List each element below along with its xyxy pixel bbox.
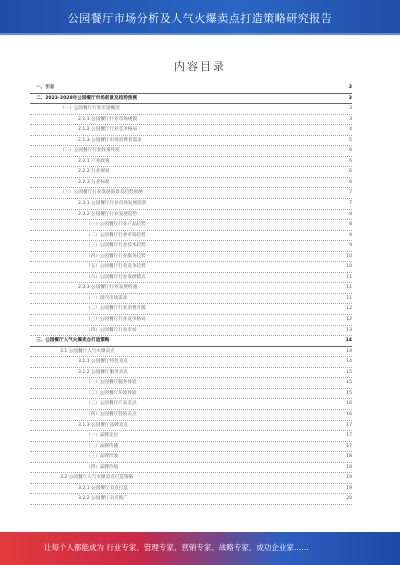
toc-entry-text: （一）国内市场需求 [86, 295, 128, 301]
toc-entry[interactable] [30, 378, 352, 389]
toc-entry[interactable] [30, 94, 352, 105]
toc-entry[interactable] [30, 347, 352, 358]
toc-entry-text: 3.1.2 公园餐厅服务卖点 [78, 369, 128, 375]
toc-entry-page: 3 [348, 85, 352, 90]
table-of-contents [30, 83, 352, 505]
toc-entry-text: （一）公园餐厅行业市场概况 [60, 106, 120, 112]
toc-entry[interactable] [30, 494, 352, 505]
toc-entry-page: 17 [346, 433, 352, 439]
toc-entry-text: 三、公园餐厅人气火爆卖点打造策略 [36, 338, 110, 344]
toc-title: 内容目录 [174, 60, 226, 73]
toc-entry-page: 10 [346, 264, 352, 270]
toc-entry-page: 6 [349, 169, 352, 175]
toc-entry-page: 3 [349, 106, 352, 112]
toc-entry-text: （二）公园餐厅行业政策环境 [60, 148, 120, 154]
toc-entry[interactable] [30, 315, 352, 326]
toc-entry-text: 3.2.2 公园餐厅卖点推广 [78, 496, 128, 502]
report-title: 公园餐厅市场分析及人气火爆卖点打造策略研究报告 [67, 12, 333, 25]
toc-entry[interactable] [30, 210, 352, 221]
toc-entry-page: 20 [346, 496, 352, 502]
toc-entry-page: 8 [349, 222, 352, 228]
toc-entry[interactable] [30, 368, 352, 379]
toc-entry-text: （三）公园餐厅行业技术趋势 [86, 243, 146, 249]
toc-entry[interactable] [30, 125, 352, 136]
toc-entry-text: （二）公园餐厅环境体验 [86, 390, 137, 396]
toc-entry-text: （二）公园餐厅行业消费升级 [86, 306, 146, 312]
toc-entry[interactable] [30, 199, 352, 210]
toc-entry[interactable] [30, 136, 352, 147]
toc-entry-page: 19 [346, 485, 352, 491]
toc-entry-page: 13 [346, 327, 352, 333]
toc-entry-page: 7 [349, 190, 352, 196]
toc-entry[interactable] [30, 252, 352, 263]
toc-entry[interactable] [30, 484, 352, 495]
toc-entry-page: 18 [346, 454, 352, 460]
toc-entry-text: 2.2.3 行业标准 [78, 179, 110, 185]
toc-entry-text: （二）品牌传播 [86, 443, 119, 449]
toc-entry[interactable] [30, 294, 352, 305]
toc-entry-text: 3.2.1 公园餐厅卖点打造 [78, 485, 128, 491]
toc-entry-text: 3.1 公园餐厅人气火爆卖点 [60, 348, 115, 354]
toc-entry[interactable] [30, 115, 352, 126]
toc-entry[interactable] [30, 273, 352, 284]
toc-entry-page: 15 [346, 380, 352, 386]
toc-entry[interactable] [30, 389, 352, 400]
toc-entry-page: 9 [349, 232, 352, 238]
toc-entry-page: 19 [346, 475, 352, 481]
toc-entry-text: （二）公园餐厅行业市场趋势 [86, 232, 146, 238]
toc-entry[interactable] [30, 83, 352, 94]
toc-entry-page: 9 [349, 243, 352, 249]
toc-entry-text: （四）品牌价值 [86, 464, 119, 470]
toc-entry-text: 2.1.1 公园餐厅行业市场规模 [78, 116, 138, 122]
toc-entry-text: 二、2023-2028年公园餐厅市场前景及趋势预测 [36, 95, 137, 101]
header-divider [0, 33, 400, 35]
toc-entry-page: 11 [346, 285, 352, 291]
toc-entry-page: 12 [346, 306, 352, 312]
toc-entry-text: （三）公园餐厅产品卖点 [86, 401, 137, 407]
toc-entry[interactable] [30, 146, 352, 157]
toc-entry-page: 16 [346, 411, 352, 417]
toc-entry-text: 3.1.3 公园餐厅品牌卖点 [78, 422, 128, 428]
toc-entry-text: 2.3.2 公园餐厅行业发展趋势 [78, 211, 138, 217]
toc-entry-text: 2.1.2 公园餐厅行业竞争格局 [78, 127, 138, 133]
toc-entry[interactable] [30, 220, 352, 231]
toc-entry[interactable] [30, 231, 352, 242]
toc-entry[interactable] [30, 473, 352, 484]
toc-entry-text: （三）公园餐厅行业发展前景及趋势预测 [60, 190, 143, 196]
footer-banner [0, 532, 400, 565]
footer-slogan: 让每个人都能成为 行业专家、管理专家、营销专家、战略专家、成功企业家…… [44, 543, 309, 552]
toc-entry-text: （三）公园餐厅行业竞争格局 [86, 317, 146, 323]
toc-entry-page: 6 [349, 148, 352, 154]
toc-entry[interactable] [30, 304, 352, 315]
toc-entry[interactable] [30, 442, 352, 453]
toc-entry-page: 15 [346, 390, 352, 396]
toc-entry-page: 14 [345, 338, 352, 344]
toc-entry-text: （四）公园餐厅行业服务趋势 [86, 253, 146, 259]
toc-entry-text: 2.2.2 行业规划 [78, 169, 110, 175]
toc-entry[interactable] [30, 167, 352, 178]
toc-entry-text: （一）公园餐厅行业产品趋势 [86, 222, 146, 228]
toc-entry-page: 6 [349, 179, 352, 185]
toc-entry-page: 11 [346, 274, 352, 280]
toc-entry-text: 3.1.1 公园餐厅特色卖点 [78, 359, 128, 365]
toc-entry[interactable] [30, 104, 352, 115]
toc-entry-text: （一）品牌定位 [86, 433, 119, 439]
document-header [0, 0, 400, 35]
toc-entry-text: （三）品牌形象 [86, 454, 119, 460]
toc-entry[interactable] [30, 463, 352, 474]
toc-entry[interactable] [30, 410, 352, 421]
toc-entry-page: 17 [346, 443, 352, 449]
toc-entry-page: 3 [348, 95, 352, 101]
toc-entry-page: 4 [349, 127, 352, 133]
toc-entry-page: 18 [346, 464, 352, 470]
toc-entry[interactable] [30, 188, 352, 199]
toc-entry-page: 16 [346, 401, 352, 407]
toc-entry-page: 15 [346, 369, 352, 375]
toc-entry[interactable] [30, 283, 352, 294]
toc-entry[interactable] [30, 336, 352, 347]
toc-entry-text: 3.2 公园餐厅人气火爆卖点打造策略 [60, 475, 134, 481]
toc-entry[interactable] [30, 262, 352, 273]
toc-entry-text: （五）公园餐厅行业竞争趋势 [86, 264, 146, 270]
toc-entry[interactable] [30, 421, 352, 432]
toc-entry-page: 7 [349, 201, 352, 207]
toc-entry-text: （六）公园餐厅行业发展模式 [86, 274, 146, 280]
toc-entry[interactable] [30, 357, 352, 368]
toc-entry-page: 3 [349, 116, 352, 122]
toc-entry-text: 一、引言 [36, 85, 55, 90]
toc-entry-page: 14 [346, 359, 352, 365]
toc-entry-text: 2.1.3 公园餐厅市场消费者需求 [78, 137, 142, 143]
toc-entry-page: 6 [349, 158, 352, 164]
toc-entry[interactable] [30, 431, 352, 442]
toc-entry[interactable] [30, 178, 352, 189]
toc-entry-page: 12 [346, 317, 352, 323]
toc-entry[interactable] [30, 399, 352, 410]
toc-entry-text: 2.3.1 公园餐厅行业市场发展前景 [78, 201, 147, 207]
toc-entry-page: 17 [346, 422, 352, 428]
toc-entry-page: 11 [346, 295, 352, 301]
toc-entry-text: （四）公园餐厅营销卖点 [86, 411, 137, 417]
toc-entry[interactable] [30, 452, 352, 463]
toc-entry[interactable] [30, 157, 352, 168]
toc-entry[interactable] [30, 241, 352, 252]
toc-entry-page: 8 [349, 211, 352, 217]
toc-entry-text: （四）公园餐厅行业市场 [86, 327, 137, 333]
toc-entry-text: 2.3.3 公园餐厅行业发展机遇 [78, 285, 138, 291]
toc-entry-text: 2.2.1 产业政策 [78, 158, 110, 164]
toc-entry-page: 14 [346, 348, 352, 354]
toc-entry-page: 10 [346, 253, 352, 259]
toc-entry-text: （一）公园餐厅服务体验 [86, 380, 137, 386]
toc-entry[interactable] [30, 326, 352, 337]
toc-entry-page: 5 [349, 137, 352, 143]
